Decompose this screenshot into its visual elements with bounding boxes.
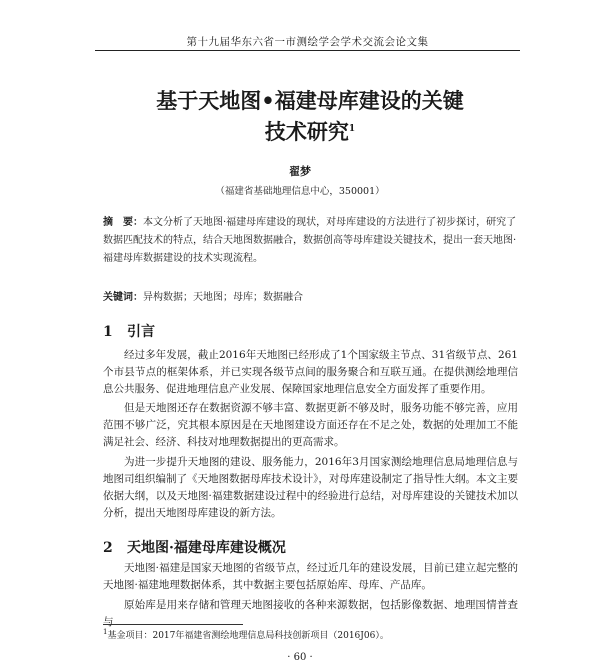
section-heading-2 (103, 537, 518, 557)
header-rule (95, 50, 520, 51)
paragraph: 但是天地图还存在数据资源不够丰富、数据更新不够及时，服务功能不够完善，应用范围不够广泛，究其根本原因是在天地图建设方面还存在不足之处，数据的处理加工不能满足社会、经济、科技对地理数据提出的更高需求。 (103, 402, 518, 448)
keywords-text: 异构数据；天地图；母库；数据融合 (143, 292, 303, 303)
paragraph: 经过多年发展，截止2016年天地图已经形成了1个国家级主节点、31省级节点、261个市县节点的框架体系，并已实现各级节点间的服务聚合和互联互通。在提供测绘地理信息公共服务、促进地理信息产业发展、保障国家地理信息安全方面发挥了重要作用。 (103, 349, 518, 395)
paragraph: 原始库是用来存储和管理天地图接收的各种来源数据，包括影像数据、地理国情普查与 (103, 599, 518, 628)
author-affiliation: （福建省基础地理信息中心，350001） (215, 186, 385, 197)
abstract-text: 本文分析了天地图·福建母库建设的现状，对母库建设的方法进行了初步探讨，研究了数据匹配技术的特点，结合天地图数据融合，数据创高等母库建设关键技术，提出一套天地图·福建母库数据建设的技术实现流程。 (103, 217, 517, 264)
section-title: 引言 (127, 324, 155, 340)
footnote-rule (103, 624, 243, 625)
section-heading-1 (103, 321, 518, 341)
section-title: 天地图·福建母库建设概况 (127, 540, 286, 556)
author-name: 翟梦 (289, 165, 311, 178)
footnote-text: 基金项目：2017年福建省测绘地理信息局科技创新项目（2016J06）。 (107, 631, 389, 641)
paragraph: 天地图·福建是国家天地图的省级节点，经过近几年的建设发展，目前已建立起完整的天地图·福建地理数据体系，其中数据主要包括原始库、母库、产品库。 (103, 562, 518, 591)
title-line-1: 基于天地图•福建母库建设的关键 (156, 88, 464, 113)
footnote-mark: 1 (103, 628, 108, 636)
paper-title (60, 86, 560, 146)
keywords-label: 关键词： (103, 292, 143, 303)
paragraph: 为进一步提升天地图的建设、服务能力，2016年3月国家测绘地理信息局地理信息与地图司组织编制了《天地图数据母库技术设计》，对母库建设制定了指导性大纲。本文主要依据大纲，以及天地图·福建数据建设过程中的经验进行总结，对母库建设的关键技术加以分析，提出天地图母库建设的新方法。 (103, 456, 518, 519)
footnote (103, 628, 518, 641)
page-number: · 60 · (287, 652, 313, 663)
running-header: 第十九届华东六省一市测绘学会学术交流会论文集 (186, 36, 429, 48)
title-footnote-mark: 1 (348, 124, 356, 134)
title-line-2: 技术研究 (264, 119, 349, 144)
section-number: 1 (103, 324, 113, 340)
abstract-label: 摘 要： (103, 217, 143, 228)
section-number: 2 (103, 540, 113, 556)
abstract (103, 214, 518, 268)
keywords (103, 290, 518, 306)
